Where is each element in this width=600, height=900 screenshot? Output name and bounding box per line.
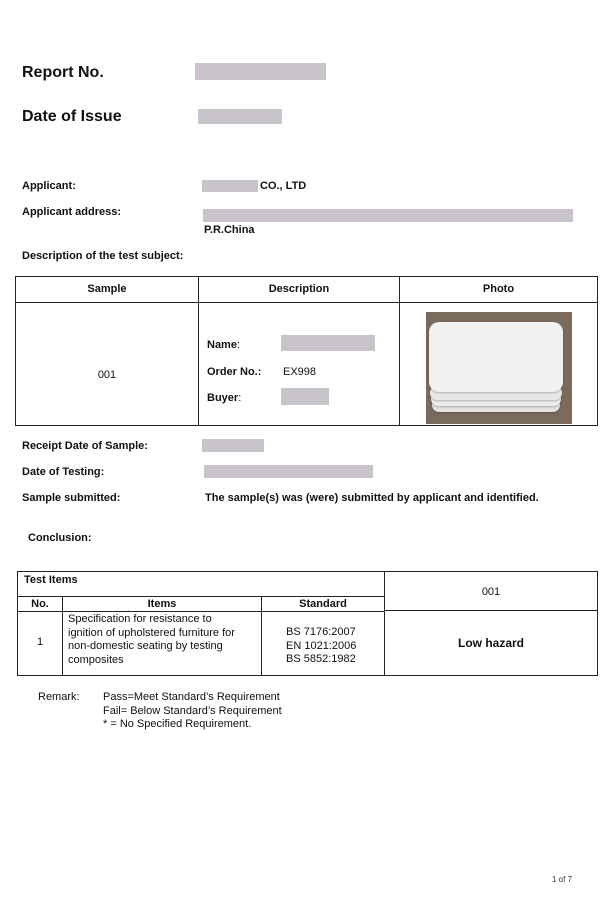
redacted-receipt-date [202, 439, 264, 452]
applicant-address-country: P.R.China [204, 224, 255, 236]
row-no: 1 [36, 636, 44, 648]
remark-line: Pass=Meet Standard’s Requirement [103, 691, 280, 703]
table-divider [18, 596, 384, 597]
redacted-sample-name [281, 335, 375, 351]
remark-line: * = No Specified Requirement. [103, 718, 252, 730]
buyer-colon: : [238, 392, 242, 404]
description-buyer-row [207, 392, 241, 404]
item-line: composites [68, 653, 124, 666]
remark-label: Remark: [38, 691, 80, 703]
col-header-items: Items [147, 598, 177, 610]
remark-line: Fail= Below Standard’s Requirement [103, 704, 282, 717]
standard-line: BS 5852:1982 [286, 653, 356, 665]
result-column-header: 001 [481, 586, 501, 598]
redacted-issue-date [198, 109, 282, 124]
col-header-description: Description [268, 283, 330, 295]
description-name-row [207, 339, 240, 351]
test-subject-label: Description of the test subject: [22, 250, 184, 262]
conclusion-label: Conclusion: [28, 532, 92, 544]
col-header-standard: Standard [299, 598, 347, 610]
item-line: Specification for resistance to [68, 613, 212, 625]
sample-submitted-value: The sample(s) was (were) submitted by applicant and identified. [205, 492, 539, 504]
col-header-no: No. [31, 598, 49, 610]
sample-photo [426, 312, 572, 424]
remark-lines [103, 691, 282, 732]
row-item-description [68, 613, 235, 667]
order-no-value: EX998 [283, 366, 317, 378]
page-number: 1 of 7 [552, 875, 573, 884]
row-result: Low hazard [457, 636, 524, 650]
standard-line: EN 1021:2006 [286, 639, 357, 652]
test-items-label: Test Items [24, 574, 78, 586]
redacted-applicant-name [202, 180, 258, 192]
name-colon: : [236, 339, 241, 351]
buyer-label: Buyer [207, 392, 239, 404]
table-divider [16, 302, 597, 303]
conclusion-table [17, 571, 598, 676]
standard-line: BS 7176:2007 [286, 626, 356, 638]
date-of-issue-label: Date of Issue [22, 108, 122, 125]
name-label: Name [207, 339, 237, 351]
redacted-report-no [195, 63, 326, 80]
sample-id: 001 [97, 369, 117, 381]
redacted-buyer [281, 388, 329, 405]
redacted-testing-date [204, 465, 373, 478]
row-standards [286, 626, 356, 667]
applicant-name-suffix: CO., LTD [260, 180, 307, 192]
table-divider [384, 610, 597, 611]
test-subject-table [15, 276, 598, 426]
sample-submitted-label: Sample submitted: [22, 492, 121, 504]
receipt-date-label: Receipt Date of Sample: [22, 440, 148, 452]
testing-date-label: Date of Testing: [22, 466, 105, 478]
applicant-label: Applicant: [22, 180, 76, 192]
item-line: ignition of upholstered furniture for [68, 626, 235, 639]
report-no-label: Report No. [22, 64, 104, 81]
item-line: non-domestic seating by testing [68, 640, 223, 652]
order-no-label: Order No.: [207, 366, 262, 378]
applicant-address-label: Applicant address: [22, 206, 122, 218]
redacted-applicant-address [203, 209, 573, 222]
col-header-sample: Sample [87, 283, 127, 295]
col-header-photo: Photo [482, 283, 515, 295]
table-divider [18, 611, 384, 612]
